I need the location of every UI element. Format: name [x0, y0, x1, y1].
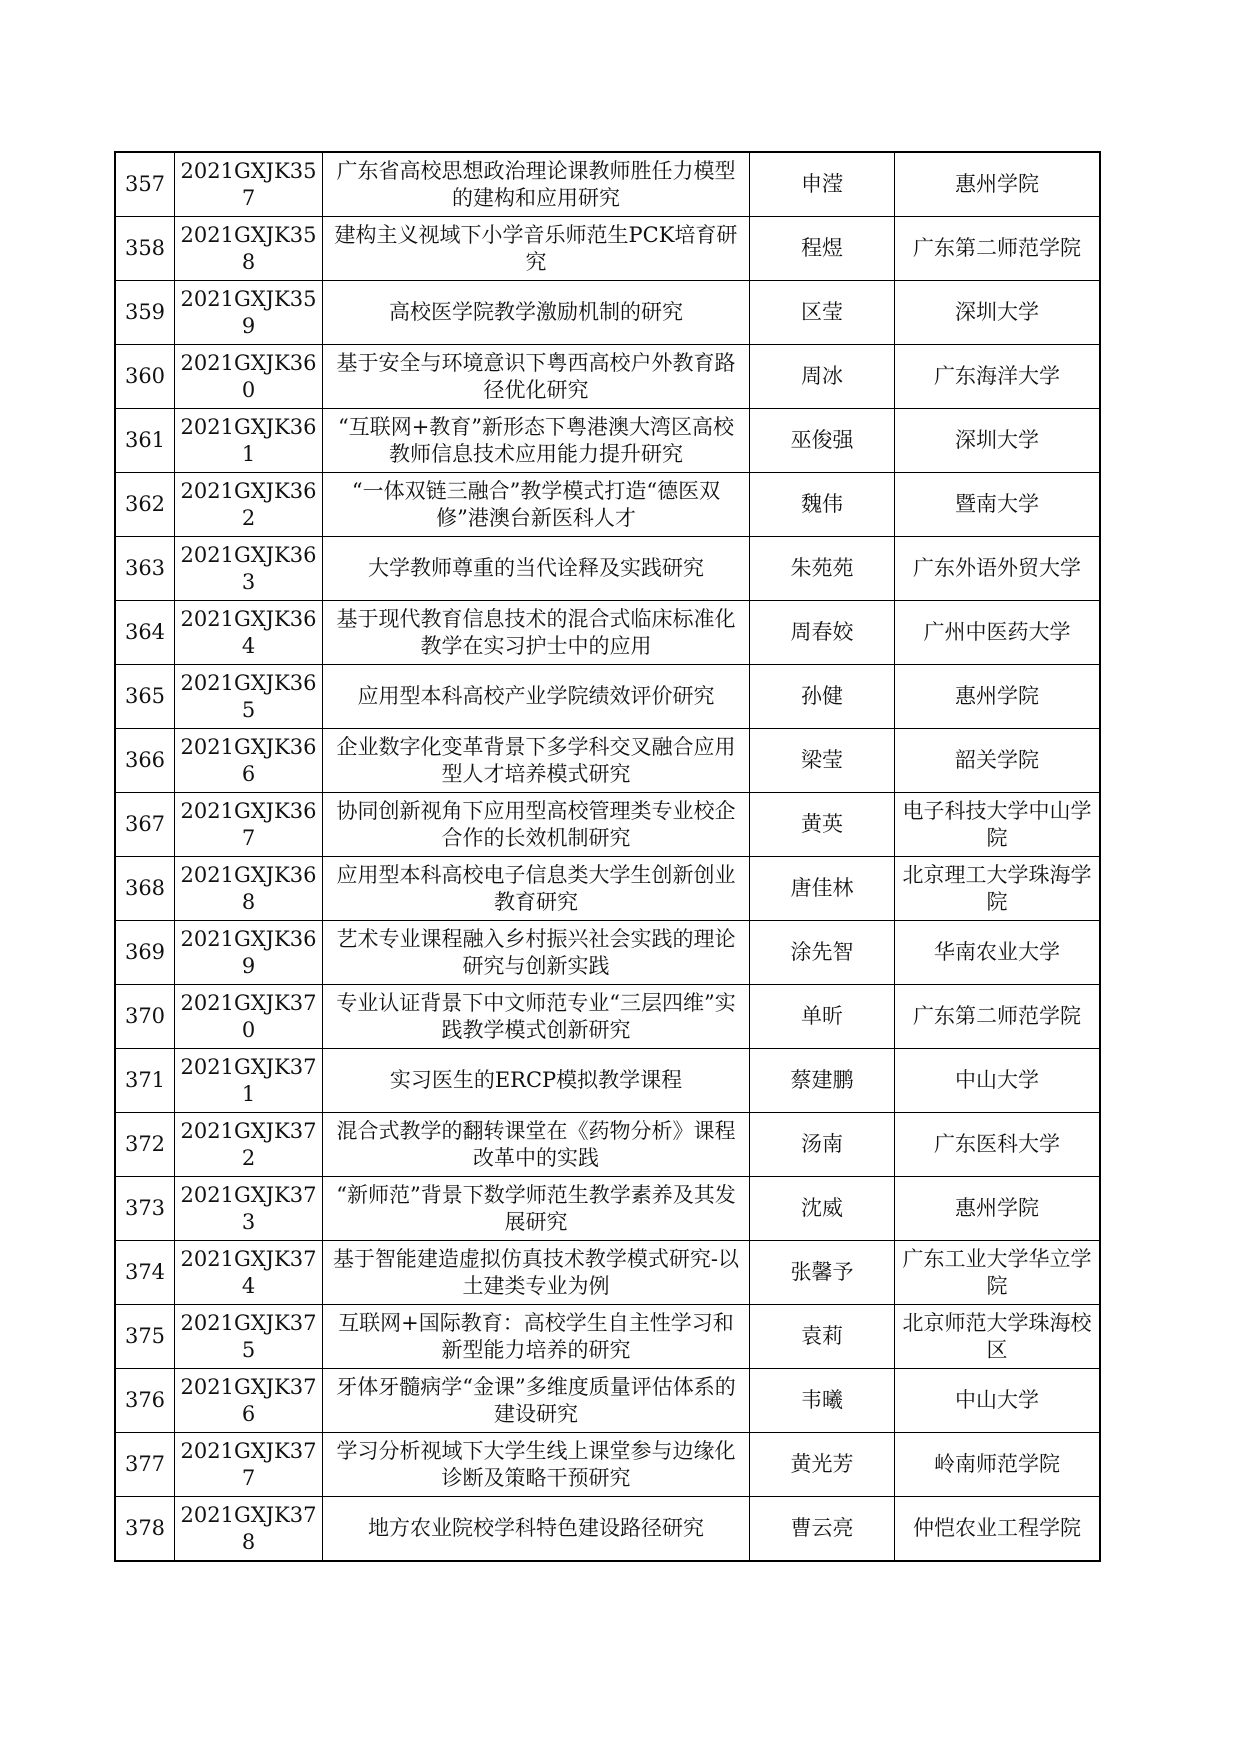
institution-cell: 韶关学院	[895, 729, 1101, 793]
project-code-cell: 2021GXJK369	[175, 921, 323, 985]
row-number-cell: 370	[115, 985, 175, 1049]
table-row	[115, 1305, 1100, 1369]
project-leader-cell: 蔡建鹏	[750, 1049, 895, 1113]
project-code-cell: 2021GXJK376	[175, 1369, 323, 1433]
project-code-cell: 2021GXJK359	[175, 281, 323, 345]
table-row	[115, 409, 1100, 473]
institution-cell: 广东第二师范学院	[895, 217, 1101, 281]
project-code-cell: 2021GXJK368	[175, 857, 323, 921]
institution-cell: 惠州学院	[895, 1177, 1101, 1241]
project-title-cell: 艺术专业课程融入乡村振兴社会实践的理论研究与创新实践	[323, 921, 750, 985]
project-leader-cell: 沈威	[750, 1177, 895, 1241]
project-title-cell: 混合式教学的翻转课堂在《药物分析》课程改革中的实践	[323, 1113, 750, 1177]
row-number-cell: 368	[115, 857, 175, 921]
project-title-cell: 牙体牙髓病学“金课”多维度质量评估体系的建设研究	[323, 1369, 750, 1433]
project-leader-cell: 程煜	[750, 217, 895, 281]
table-row	[115, 1049, 1100, 1113]
table-row	[115, 1241, 1100, 1305]
project-leader-cell: 单昕	[750, 985, 895, 1049]
project-code-cell: 2021GXJK371	[175, 1049, 323, 1113]
project-title-cell: 应用型本科高校产业学院绩效评价研究	[323, 665, 750, 729]
project-title-cell: 学习分析视域下大学生线上课堂参与边缘化诊断及策略干预研究	[323, 1433, 750, 1497]
table-row	[115, 857, 1100, 921]
project-title-cell: “互联网+教育”新形态下粤港澳大湾区高校教师信息技术应用能力提升研究	[323, 409, 750, 473]
table-row	[115, 1113, 1100, 1177]
institution-cell: 深圳大学	[895, 281, 1101, 345]
project-leader-cell: 曹云亮	[750, 1497, 895, 1562]
project-leader-cell: 梁莹	[750, 729, 895, 793]
table-row	[115, 152, 1100, 217]
project-title-cell: “一体双链三融合”教学模式打造“德医双修”港澳台新医科人才	[323, 473, 750, 537]
project-code-cell: 2021GXJK362	[175, 473, 323, 537]
row-number-cell: 362	[115, 473, 175, 537]
row-number-cell: 371	[115, 1049, 175, 1113]
row-number-cell: 378	[115, 1497, 175, 1562]
project-code-cell: 2021GXJK367	[175, 793, 323, 857]
table-row	[115, 281, 1100, 345]
institution-cell: 深圳大学	[895, 409, 1101, 473]
institution-cell: 惠州学院	[895, 665, 1101, 729]
row-number-cell: 367	[115, 793, 175, 857]
project-leader-cell: 申滢	[750, 152, 895, 217]
table-row	[115, 985, 1100, 1049]
table-row	[115, 1369, 1100, 1433]
project-list-body	[115, 152, 1100, 1561]
project-title-cell: 互联网+国际教育：高校学生自主性学习和新型能力培养的研究	[323, 1305, 750, 1369]
institution-cell: 暨南大学	[895, 473, 1101, 537]
institution-cell: 广东海洋大学	[895, 345, 1101, 409]
row-number-cell: 361	[115, 409, 175, 473]
project-code-cell: 2021GXJK377	[175, 1433, 323, 1497]
row-number-cell: 369	[115, 921, 175, 985]
row-number-cell: 363	[115, 537, 175, 601]
project-title-cell: 实习医生的ERCP模拟教学课程	[323, 1049, 750, 1113]
project-title-cell: “新师范”背景下数学师范生教学素养及其发展研究	[323, 1177, 750, 1241]
project-title-cell: 应用型本科高校电子信息类大学生创新创业教育研究	[323, 857, 750, 921]
table-row	[115, 729, 1100, 793]
row-number-cell: 357	[115, 152, 175, 217]
project-title-cell: 基于现代教育信息技术的混合式临床标准化教学在实习护士中的应用	[323, 601, 750, 665]
table-row	[115, 217, 1100, 281]
table-row	[115, 1497, 1100, 1562]
project-leader-cell: 魏伟	[750, 473, 895, 537]
project-title-cell: 高校医学院教学激励机制的研究	[323, 281, 750, 345]
project-leader-cell: 朱苑苑	[750, 537, 895, 601]
project-code-cell: 2021GXJK366	[175, 729, 323, 793]
institution-cell: 中山大学	[895, 1049, 1101, 1113]
row-number-cell: 373	[115, 1177, 175, 1241]
project-code-cell: 2021GXJK365	[175, 665, 323, 729]
institution-cell: 广东医科大学	[895, 1113, 1101, 1177]
project-leader-cell: 区莹	[750, 281, 895, 345]
table-row	[115, 793, 1100, 857]
project-code-cell: 2021GXJK370	[175, 985, 323, 1049]
row-number-cell: 375	[115, 1305, 175, 1369]
project-leader-cell: 涂先智	[750, 921, 895, 985]
institution-cell: 北京理工大学珠海学院	[895, 857, 1101, 921]
row-number-cell: 372	[115, 1113, 175, 1177]
project-code-cell: 2021GXJK364	[175, 601, 323, 665]
project-code-cell: 2021GXJK357	[175, 152, 323, 217]
institution-cell: 电子科技大学中山学院	[895, 793, 1101, 857]
project-code-cell: 2021GXJK372	[175, 1113, 323, 1177]
row-number-cell: 377	[115, 1433, 175, 1497]
project-leader-cell: 张馨予	[750, 1241, 895, 1305]
project-title-cell: 专业认证背景下中文师范专业“三层四维”实践教学模式创新研究	[323, 985, 750, 1049]
institution-cell: 华南农业大学	[895, 921, 1101, 985]
table-row	[115, 921, 1100, 985]
project-code-cell: 2021GXJK378	[175, 1497, 323, 1562]
project-leader-cell: 汤南	[750, 1113, 895, 1177]
project-leader-cell: 周冰	[750, 345, 895, 409]
institution-cell: 广州中医药大学	[895, 601, 1101, 665]
project-title-cell: 地方农业院校学科特色建设路径研究	[323, 1497, 750, 1562]
institution-cell: 广东第二师范学院	[895, 985, 1101, 1049]
project-code-cell: 2021GXJK360	[175, 345, 323, 409]
table-row	[115, 345, 1100, 409]
project-code-cell: 2021GXJK363	[175, 537, 323, 601]
project-title-cell: 建构主义视域下小学音乐师范生PCK培育研究	[323, 217, 750, 281]
table-row	[115, 1177, 1100, 1241]
row-number-cell: 358	[115, 217, 175, 281]
project-title-cell: 基于智能建造虚拟仿真技术教学模式研究-以土建类专业为例	[323, 1241, 750, 1305]
table-row	[115, 601, 1100, 665]
project-leader-cell: 孙健	[750, 665, 895, 729]
project-code-cell: 2021GXJK375	[175, 1305, 323, 1369]
project-code-cell: 2021GXJK374	[175, 1241, 323, 1305]
project-leader-cell: 黄英	[750, 793, 895, 857]
institution-cell: 广东外语外贸大学	[895, 537, 1101, 601]
row-number-cell: 364	[115, 601, 175, 665]
table-row	[115, 537, 1100, 601]
project-title-cell: 基于安全与环境意识下粤西高校户外教育路径优化研究	[323, 345, 750, 409]
project-code-cell: 2021GXJK373	[175, 1177, 323, 1241]
row-number-cell: 360	[115, 345, 175, 409]
institution-cell: 惠州学院	[895, 152, 1101, 217]
row-number-cell: 374	[115, 1241, 175, 1305]
project-leader-cell: 巫俊强	[750, 409, 895, 473]
institution-cell: 北京师范大学珠海校区	[895, 1305, 1101, 1369]
row-number-cell: 376	[115, 1369, 175, 1433]
institution-cell: 广东工业大学华立学院	[895, 1241, 1101, 1305]
table-row	[115, 473, 1100, 537]
row-number-cell: 366	[115, 729, 175, 793]
row-number-cell: 365	[115, 665, 175, 729]
row-number-cell: 359	[115, 281, 175, 345]
project-leader-cell: 韦曦	[750, 1369, 895, 1433]
project-code-cell: 2021GXJK361	[175, 409, 323, 473]
project-list-table	[114, 151, 1101, 1562]
project-leader-cell: 周春姣	[750, 601, 895, 665]
project-title-cell: 协同创新视角下应用型高校管理类专业校企合作的长效机制研究	[323, 793, 750, 857]
institution-cell: 中山大学	[895, 1369, 1101, 1433]
table-row	[115, 665, 1100, 729]
project-leader-cell: 袁莉	[750, 1305, 895, 1369]
project-code-cell: 2021GXJK358	[175, 217, 323, 281]
project-leader-cell: 黄光芳	[750, 1433, 895, 1497]
table-row	[115, 1433, 1100, 1497]
project-title-cell: 广东省高校思想政治理论课教师胜任力模型的建构和应用研究	[323, 152, 750, 217]
project-title-cell: 大学教师尊重的当代诠释及实践研究	[323, 537, 750, 601]
project-leader-cell: 唐佳林	[750, 857, 895, 921]
institution-cell: 岭南师范学院	[895, 1433, 1101, 1497]
project-title-cell: 企业数字化变革背景下多学科交叉融合应用型人才培养模式研究	[323, 729, 750, 793]
institution-cell: 仲恺农业工程学院	[895, 1497, 1101, 1562]
